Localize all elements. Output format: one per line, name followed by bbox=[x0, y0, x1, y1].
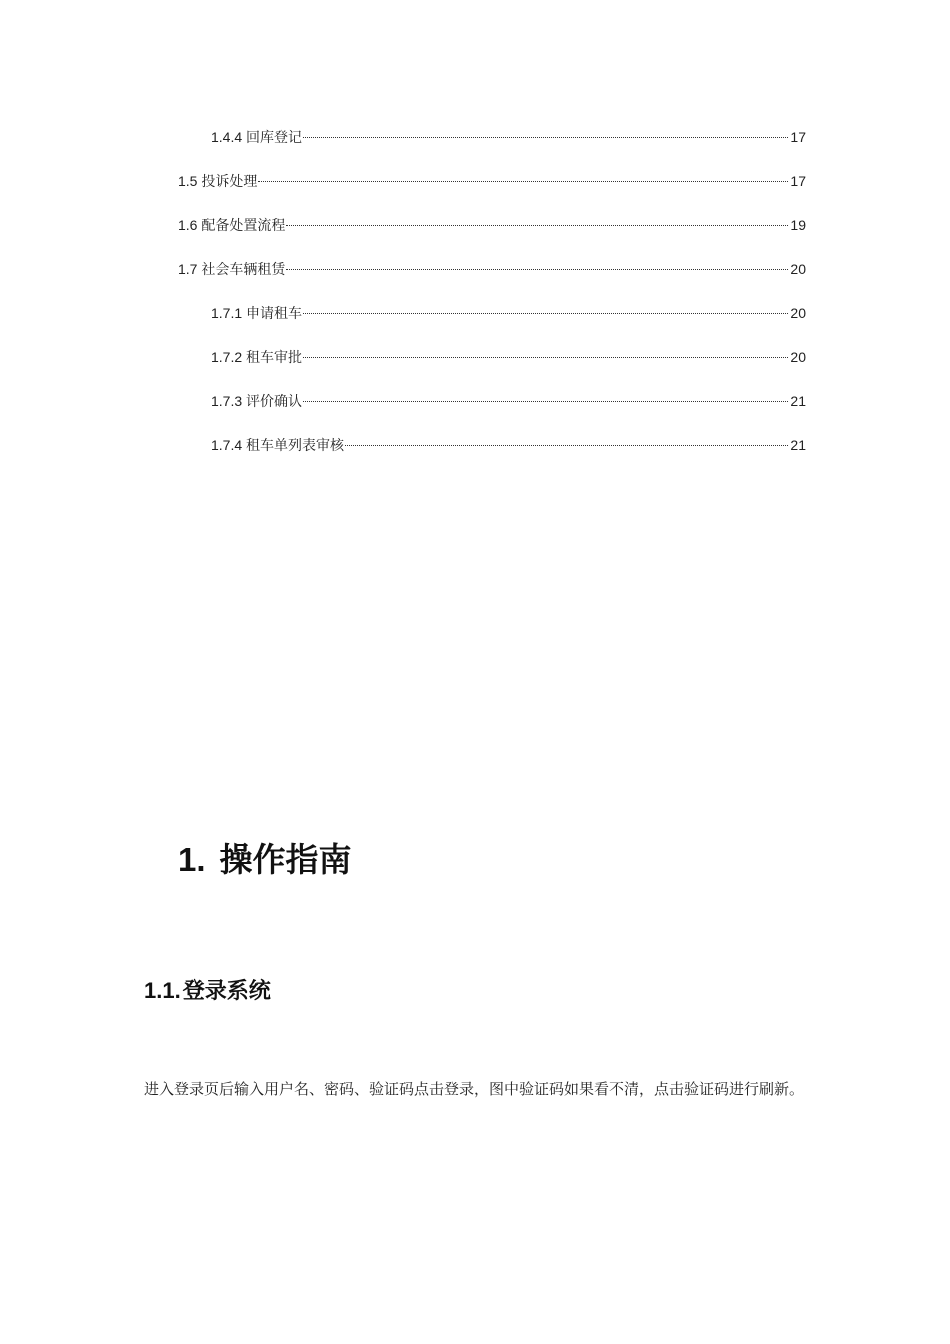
toc-entry-1-7-2[interactable] bbox=[211, 348, 806, 366]
body-paragraph: 进入登录页后输入用户名、密码、验证码点击登录，图中验证码如果看不清，点击验证码进行刷新。 bbox=[144, 1080, 805, 1098]
toc-entry-label bbox=[211, 304, 302, 322]
toc-entry-title: 租车单列表审核 bbox=[246, 437, 345, 453]
toc-dot-leader bbox=[345, 444, 788, 446]
toc-entry-number: 1.7.1 bbox=[211, 305, 243, 321]
toc-entry-number: 1.4.4 bbox=[211, 129, 243, 145]
toc-entry-label bbox=[211, 128, 302, 146]
toc-entry-number: 1.7 bbox=[178, 261, 198, 277]
toc-page-number: 17 bbox=[790, 173, 806, 189]
section-title: 登录系统 bbox=[182, 978, 271, 1003]
toc-page-number: 19 bbox=[790, 217, 806, 233]
toc-entry-1-7-3[interactable] bbox=[211, 392, 806, 410]
chapter-title: 操作指南 bbox=[219, 841, 352, 878]
section-number: 1.1. bbox=[144, 978, 181, 1003]
toc-entry-1-7[interactable] bbox=[178, 260, 806, 278]
toc-dot-leader bbox=[303, 136, 788, 138]
toc-entry-1-6[interactable] bbox=[178, 216, 806, 234]
toc-page-number: 20 bbox=[790, 261, 806, 277]
toc-dot-leader bbox=[286, 268, 788, 270]
toc-entry-label bbox=[211, 392, 302, 410]
toc-dot-leader bbox=[303, 312, 788, 314]
toc-page-number: 17 bbox=[790, 129, 806, 145]
toc-page-number: 21 bbox=[790, 393, 806, 409]
toc-entry-label bbox=[178, 216, 285, 234]
toc-page-number: 20 bbox=[790, 305, 806, 321]
toc-entry-label bbox=[178, 260, 285, 278]
toc-entry-number: 1.7.3 bbox=[211, 393, 243, 409]
toc-entry-title: 回库登记 bbox=[246, 129, 303, 145]
toc-entry-1-7-4[interactable] bbox=[211, 436, 806, 454]
toc-entry-title: 申请租车 bbox=[246, 305, 303, 321]
section-heading bbox=[144, 976, 271, 1006]
toc-entry-number: 1.7.2 bbox=[211, 349, 243, 365]
toc-entry-label bbox=[178, 172, 257, 190]
toc-entry-number: 1.6 bbox=[178, 217, 198, 233]
toc-entry-1-5[interactable] bbox=[178, 172, 806, 190]
toc-entry-number: 1.7.4 bbox=[211, 437, 243, 453]
toc-entry-1-7-1[interactable] bbox=[211, 304, 806, 322]
chapter-number: 1. bbox=[178, 841, 206, 878]
toc-entry-title: 租车审批 bbox=[246, 349, 303, 365]
toc-entry-title: 社会车辆租赁 bbox=[201, 261, 286, 277]
toc-dot-leader bbox=[303, 356, 788, 358]
chapter-heading bbox=[178, 838, 352, 882]
toc-entry-label bbox=[211, 348, 302, 366]
toc-page-number: 20 bbox=[790, 349, 806, 365]
toc-entry-1-4-4[interactable] bbox=[211, 128, 806, 146]
toc-entry-label bbox=[211, 436, 344, 454]
toc-entry-title: 配备处置流程 bbox=[201, 217, 286, 233]
toc-dot-leader bbox=[286, 224, 788, 226]
toc-page-number: 21 bbox=[790, 437, 806, 453]
toc-dot-leader bbox=[258, 180, 788, 182]
toc-entry-number: 1.5 bbox=[178, 173, 198, 189]
toc-dot-leader bbox=[303, 400, 788, 402]
toc-entry-title: 评价确认 bbox=[246, 393, 303, 409]
toc-entry-title: 投诉处理 bbox=[201, 173, 258, 189]
